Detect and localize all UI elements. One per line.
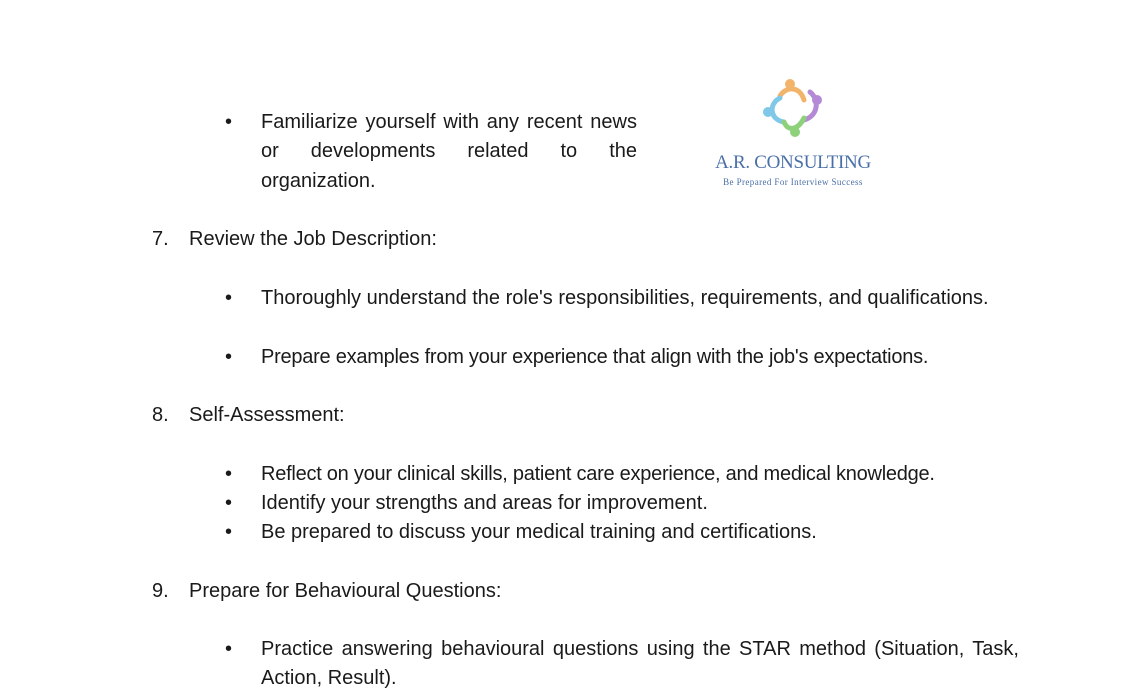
bullet-icon: • xyxy=(225,638,233,660)
bullet-icon: • xyxy=(225,521,233,543)
logo-name: A.R. CONSULTING xyxy=(715,152,871,173)
list-item-text: Prepare examples from your experience that align with the job's expectations. xyxy=(261,346,929,368)
section-number: 9. xyxy=(152,580,169,602)
section-number: 8. xyxy=(152,404,169,426)
list-item-text: Familiarize yourself with any recent news or developments related to the organization. xyxy=(261,111,637,192)
list-item-text: Be prepared to discuss your medical training and certifications. xyxy=(261,521,817,543)
bullet-icon: • xyxy=(225,111,233,133)
bullet-icon: • xyxy=(225,287,233,309)
section-number: 7. xyxy=(152,228,169,250)
bullet-icon: • xyxy=(225,492,233,514)
logo-figures-icon xyxy=(700,72,886,152)
list-item-text: Reflect on your clinical skills, patient care experience, and medical knowledge. xyxy=(261,463,935,485)
bullet-icon: • xyxy=(225,463,233,485)
section-title: Review the Job Description: xyxy=(189,228,437,250)
logo-tagline: Be Prepared For Interview Success xyxy=(723,177,863,187)
list-item-text: Identify your strengths and areas for improvement. xyxy=(261,492,708,514)
section-title: Self-Assessment: xyxy=(189,404,345,426)
company-logo xyxy=(700,72,886,194)
list-item-text: Thoroughly understand the role's responsibilities, requirements, and qualifications. xyxy=(261,287,989,309)
section-title: Prepare for Behavioural Questions: xyxy=(189,580,502,602)
bullet-icon: • xyxy=(225,346,233,368)
list-item-text: Practice answering behavioural questions using the STAR method (Situation, Task, Action, Result). xyxy=(261,638,1019,690)
